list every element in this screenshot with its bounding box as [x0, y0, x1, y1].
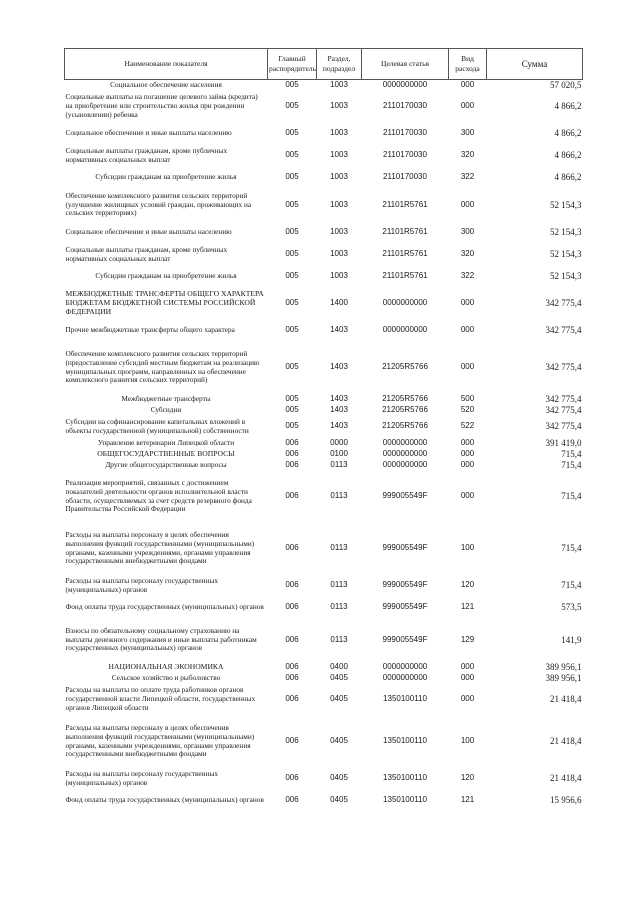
header-section: Раздел, подраздел [317, 49, 362, 80]
row-name: Прочие межбюджетные трансферты общего характера [65, 325, 235, 335]
table-row [65, 768, 583, 790]
row-sum: 52 154,3 [550, 199, 582, 210]
row-kind: 120 [460, 580, 475, 590]
row-sum: 391 419,0 [545, 437, 582, 448]
row-sum: 342 775,4 [545, 325, 582, 336]
row-sum: 715,4 [561, 491, 582, 502]
row-kind: 000 [460, 325, 475, 335]
row-target: 0000000000 [382, 325, 428, 335]
row-sum: 52 154,3 [550, 227, 582, 238]
row-kind: 322 [460, 271, 475, 281]
row-name: Межбюджетные трансферты [121, 393, 211, 403]
row-name: Обеспечение комплексного развития сельских территорий (улучшение жилищных условий граждан, проживающих на сельских территориях) [65, 190, 252, 218]
row-target: 21101R5761 [382, 227, 428, 237]
row-sum: 715,4 [561, 459, 582, 470]
row-section: 1003 [330, 150, 348, 160]
row-name: НАЦИОНАЛЬНАЯ ЭКОНОМИКА [108, 661, 224, 671]
row-manager: 006 [285, 491, 299, 501]
table-row [65, 449, 583, 460]
row-section: 0113 [330, 543, 348, 553]
table-row [65, 790, 583, 812]
row-section: 1003 [330, 101, 348, 111]
row-target: 0000000000 [382, 459, 428, 469]
table-row [65, 145, 583, 167]
row-target: 0000000000 [382, 437, 428, 447]
row-name: Субсидии [150, 404, 182, 414]
row-manager: 005 [285, 249, 299, 259]
row-name: Социальное обеспечение и иные выплаты населению [65, 227, 232, 237]
table-row [65, 416, 583, 438]
row-sum: 715,4 [561, 580, 582, 591]
row-target: 1350100110 [383, 736, 427, 746]
row-kind: 000 [460, 101, 475, 111]
row-target: 0000000000 [382, 661, 428, 671]
row-target: 21205R5766 [382, 404, 428, 414]
row-manager: 006 [285, 448, 299, 458]
row-target: 2110170030 [383, 150, 427, 160]
row-target: 0000000000 [382, 672, 428, 682]
row-section: 0113 [330, 491, 348, 501]
row-target: 2110170030 [383, 172, 427, 182]
row-manager: 006 [285, 580, 299, 590]
row-name: Социальные выплаты на погашение целевого займа (кредита) на приобретение или строительство жилья при рождении (усыновлении) ребенка [65, 92, 258, 119]
row-manager: 005 [285, 404, 299, 414]
row-sum: 15 956,6 [550, 795, 582, 806]
row-manager: 005 [285, 172, 299, 182]
row-target: 1350100110 [383, 773, 427, 783]
row-kind: 320 [460, 249, 475, 259]
row-section: 1003 [330, 199, 348, 209]
row-name: Социальное обеспечение населения [110, 79, 222, 89]
row-manager: 006 [285, 672, 299, 682]
row-name: Социальные выплаты гражданам, кроме публичных нормативных социальных выплат [65, 244, 228, 263]
row-name: Сельское хозяйство и рыболовство [111, 672, 221, 682]
row-sum: 141,9 [561, 634, 582, 645]
row-target: 21205R5766 [382, 421, 428, 431]
row-manager: 006 [285, 543, 299, 553]
row-sum: 389 956,1 [545, 672, 582, 683]
table-row [65, 662, 583, 673]
row-kind: 100 [460, 543, 475, 553]
row-kind: 000 [460, 448, 475, 458]
table-row [65, 460, 583, 471]
row-section: 1003 [330, 249, 348, 259]
row-name: Расходы на выплаты персоналу в целях обеспечения выполнения функций государственными (муниципальными) органами, казенными учреждениями, органами управления государственными внебюджетными фондами [65, 529, 255, 566]
table-row [65, 471, 583, 523]
table-body [65, 80, 583, 812]
table-row [65, 523, 583, 575]
row-sum: 342 775,4 [545, 362, 582, 373]
row-sum: 21 418,4 [550, 736, 582, 747]
row-sum: 57 020,5 [550, 79, 582, 90]
row-target: 21205R5766 [382, 362, 428, 372]
row-manager: 006 [285, 773, 299, 783]
table-row [65, 673, 583, 684]
table-row [65, 288, 583, 320]
table-row [65, 438, 583, 449]
table-row [65, 342, 583, 394]
row-name: Фонд оплаты труда государственных (муниципальных) органов [65, 602, 264, 612]
row-section: 0400 [330, 661, 348, 671]
row-kind: 520 [460, 404, 475, 414]
row-kind: 100 [460, 736, 475, 746]
row-section: 0113 [330, 602, 348, 612]
row-kind: 522 [460, 421, 475, 431]
row-kind: 300 [460, 128, 475, 138]
row-manager: 005 [285, 421, 299, 431]
row-section: 0113 [330, 634, 348, 644]
table-row [65, 716, 583, 768]
row-kind: 000 [460, 459, 475, 469]
table-row [65, 91, 583, 123]
row-manager: 005 [285, 101, 299, 111]
row-section: 1003 [330, 271, 348, 281]
row-name: Субсидии гражданам на приобретение жилья [95, 271, 237, 281]
row-sum: 4 866,2 [554, 150, 582, 161]
row-sum: 573,5 [561, 602, 582, 613]
table-row [65, 405, 583, 416]
row-manager: 005 [285, 271, 299, 281]
row-manager: 005 [285, 298, 299, 308]
row-sum: 342 775,4 [545, 393, 582, 404]
row-name: Субсидии гражданам на приобретение жилья [95, 172, 237, 182]
row-section: 1403 [330, 404, 348, 414]
row-name: МЕЖБЮДЖЕТНЫЕ ТРАНСФЕРТЫ ОБЩЕГО ХАРАКТЕРА БЮДЖЕТАМ БЮДЖЕТНОЙ СИСТЕМЫ РОССИЙСКОЙ ФЕДЕРАЦИИ [65, 289, 264, 316]
row-kind: 322 [460, 172, 475, 182]
row-kind: 300 [460, 227, 475, 237]
row-sum: 4 866,2 [554, 101, 582, 112]
header-manager: Главный распорядитель [268, 49, 317, 80]
row-kind: 000 [460, 79, 475, 89]
row-manager: 006 [285, 661, 299, 671]
row-section: 1403 [330, 325, 348, 335]
row-name: Расходы на выплаты персоналу в целях обеспечения выполнения функций государственными (муниципальными) органами, казенными учреждениями, органами управления государственными внебюджетными фондами [65, 722, 255, 759]
table-row [65, 266, 583, 288]
row-kind: 121 [460, 795, 475, 805]
row-name: Взносы по обязательному социальному страхованию на выплаты денежного содержания и иные выплаты работникам государственных (муниципальных) органов [65, 625, 257, 653]
row-target: 21101R5761 [382, 199, 428, 209]
row-section: 1003 [330, 128, 348, 138]
table-row [65, 222, 583, 244]
row-name: Другие общегосударственные вопросы [105, 459, 227, 469]
row-section: 0405 [330, 773, 348, 783]
row-target: 21205R5766 [382, 393, 428, 403]
row-target: 999005549F [382, 543, 428, 553]
header-name: Наименование показателя [65, 49, 268, 80]
row-section: 1400 [330, 298, 348, 308]
row-sum: 342 775,4 [545, 298, 582, 309]
row-manager: 006 [285, 437, 299, 447]
row-sum: 21 418,4 [550, 694, 582, 705]
row-kind: 120 [460, 773, 475, 783]
row-kind: 500 [460, 393, 475, 403]
row-manager: 006 [285, 634, 299, 644]
row-target: 21101R5761 [382, 271, 428, 281]
row-kind: 000 [460, 672, 475, 682]
row-sum: 342 775,4 [545, 404, 582, 415]
table-row [65, 597, 583, 619]
row-section: 0113 [330, 459, 348, 469]
table-row [65, 167, 583, 189]
row-target: 1350100110 [383, 795, 427, 805]
row-target: 2110170030 [383, 128, 427, 138]
row-kind: 000 [460, 437, 475, 447]
table-row [65, 394, 583, 405]
row-kind: 121 [460, 602, 475, 612]
header-target: Целевая статья [362, 49, 449, 80]
row-manager: 005 [285, 362, 299, 372]
row-manager: 006 [285, 736, 299, 746]
row-section: 1403 [330, 362, 348, 372]
row-section: 0405 [330, 736, 348, 746]
header-sum: Сумма [487, 49, 583, 80]
row-manager: 005 [285, 79, 299, 89]
row-manager: 006 [285, 459, 299, 469]
row-target: 21101R5761 [382, 249, 428, 259]
table-row [65, 123, 583, 145]
row-target: 2110170030 [383, 101, 427, 111]
row-target: 999005549F [382, 491, 428, 501]
row-kind: 000 [460, 661, 475, 671]
row-sum: 52 154,3 [550, 271, 582, 282]
row-manager: 006 [285, 795, 299, 805]
row-manager: 005 [285, 227, 299, 237]
row-name: Субсидии на софинансирование капитальных вложений в объекты государственной (муниципальной) собственности [65, 416, 249, 435]
row-section: 1403 [330, 393, 348, 403]
row-manager: 006 [285, 694, 299, 704]
row-section: 0000 [330, 437, 348, 447]
row-target: 999005549F [382, 634, 428, 644]
row-sum: 715,4 [561, 543, 582, 554]
row-name: Расходы на выплаты по оплате труда работников органов государственной власти Липецкой области, государственных органов Липецкой области [65, 685, 256, 712]
row-section: 0405 [330, 672, 348, 682]
row-target: 0000000000 [382, 79, 428, 89]
row-sum: 21 418,4 [550, 773, 582, 784]
row-name: Социальные выплаты гражданам, кроме публичных нормативных социальных выплат [65, 145, 228, 164]
table-row [65, 575, 583, 597]
row-name: Расходы на выплаты персоналу государственных (муниципальных) органов [65, 768, 219, 787]
row-name: Расходы на выплаты персоналу государственных (муниципальных) органов [65, 575, 219, 594]
row-section: 1003 [330, 227, 348, 237]
row-target: 999005549F [382, 580, 428, 590]
row-manager: 005 [285, 199, 299, 209]
row-section: 0113 [330, 580, 348, 590]
row-manager: 005 [285, 128, 299, 138]
row-section: 0405 [330, 694, 348, 704]
row-section: 0100 [330, 448, 348, 458]
row-sum: 4 866,2 [554, 172, 582, 183]
row-kind: 000 [460, 491, 475, 501]
row-name: Обеспечение комплексного развития сельских территорий (предоставление субсидий местным бюджетам на реализацию муниципальных программ, направленных на обеспечение комплексного развития сельских территорий) [65, 348, 260, 385]
row-kind: 000 [460, 298, 475, 308]
row-name: Фонд оплаты труда государственных (муниципальных) органов [65, 795, 264, 805]
row-section: 0405 [330, 795, 348, 805]
row-target: 0000000000 [382, 448, 428, 458]
row-kind: 320 [460, 150, 475, 160]
table-row [65, 619, 583, 662]
table-row [65, 684, 583, 716]
row-section: 1403 [330, 421, 348, 431]
row-name: ОБЩЕГОСУДАРСТВЕННЫЕ ВОПРОСЫ [97, 448, 235, 458]
row-manager: 005 [285, 325, 299, 335]
row-sum: 4 866,2 [554, 128, 582, 139]
row-sum: 715,4 [561, 448, 582, 459]
row-manager: 005 [285, 393, 299, 403]
table-row [65, 189, 583, 222]
row-manager: 006 [285, 602, 299, 612]
budget-table [64, 48, 583, 812]
table-row [65, 320, 583, 342]
row-target: 0000000000 [382, 298, 428, 308]
row-name: Реализация мероприятий, связанных с достижением показателей деятельности органов исполнительной власти области, осуществляемых за счет средств резервного фонда Правительства Российской Федерации [65, 477, 252, 514]
table-header-row [65, 49, 583, 80]
row-target: 1350100110 [383, 694, 427, 704]
row-target: 999005549F [382, 602, 428, 612]
row-name: Управление ветеринарии Липецкой области [97, 437, 235, 447]
table-row [65, 80, 583, 91]
table-row [65, 244, 583, 266]
header-kind: Вид расхода [449, 49, 487, 80]
row-name: Социальное обеспечение и иные выплаты населению [65, 128, 232, 138]
row-kind: 129 [460, 634, 475, 644]
row-section: 1003 [330, 172, 348, 182]
row-section: 1003 [330, 79, 348, 89]
row-manager: 005 [285, 150, 299, 160]
row-kind: 000 [460, 199, 475, 209]
row-kind: 000 [460, 362, 475, 372]
row-sum: 342 775,4 [545, 421, 582, 432]
row-sum: 52 154,3 [550, 249, 582, 260]
row-kind: 000 [460, 694, 475, 704]
row-sum: 389 956,1 [545, 661, 582, 672]
